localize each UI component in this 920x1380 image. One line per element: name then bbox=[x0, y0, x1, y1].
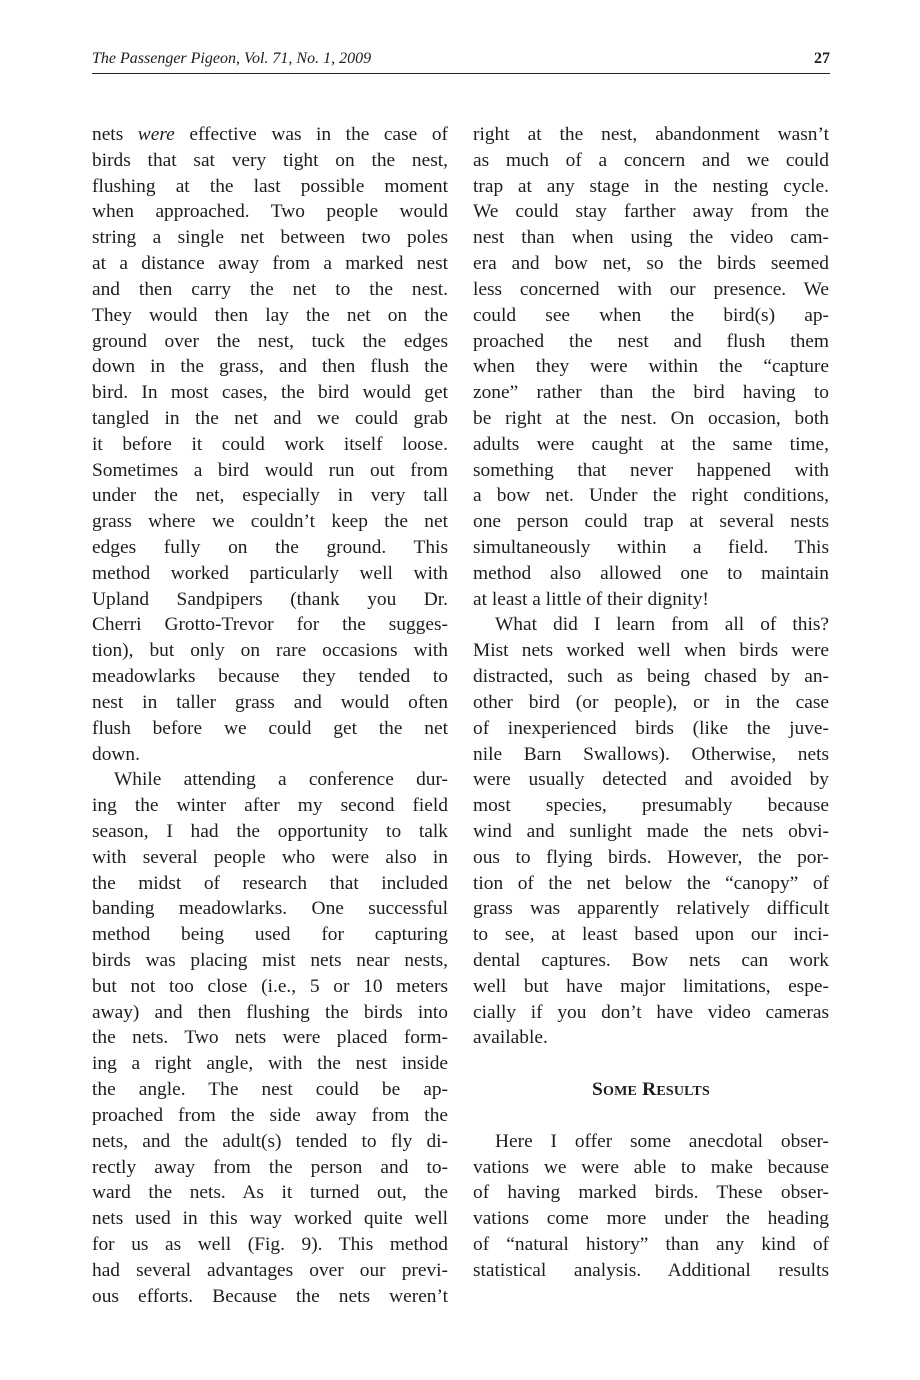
text-line: zone” rather than the bird having to bbox=[473, 382, 829, 404]
text-line: could see when the bird(s) ap- bbox=[473, 304, 829, 326]
text-line: were usually detected and avoided by bbox=[473, 769, 829, 791]
journal-title: The Passenger Pigeon, Vol. 71, No. 1, 2009 bbox=[92, 50, 372, 67]
text-line: adults were caught at the same time, bbox=[473, 433, 829, 455]
right-column bbox=[473, 122, 829, 1284]
text-line: What did I learn from all of this? bbox=[495, 614, 829, 636]
text-line: edges fully on the ground. This bbox=[92, 537, 448, 558]
text-line: ground over the nest, tuck the edges bbox=[92, 330, 448, 352]
text-line: at a distance away from a marked nest bbox=[92, 253, 448, 275]
text-line: the angle. The nest could be ap- bbox=[92, 1079, 448, 1101]
text-line: but not too close (i.e., 5 or 10 meters bbox=[92, 975, 448, 997]
text-line: be right at the nest. On occasion, both bbox=[473, 407, 829, 429]
text-line: the midst of research that included bbox=[92, 872, 448, 894]
text-line: well but have major limitations, espe- bbox=[473, 975, 829, 997]
text-line: They would then lay the net on the bbox=[92, 304, 448, 326]
text-line: era and bow net, so the birds seemed bbox=[473, 253, 829, 275]
paragraph bbox=[92, 767, 448, 1309]
text-line: trap at any stage in the nesting cycle. bbox=[473, 175, 829, 197]
text-line: the nets. Two nets were placed form- bbox=[92, 1027, 448, 1049]
text-line: under the net, especially in very tall bbox=[92, 485, 448, 507]
text-line: simultaneously within a field. This bbox=[473, 537, 829, 558]
text-line: tion), but only on rare occasions with bbox=[92, 640, 448, 662]
paragraph bbox=[473, 1129, 829, 1284]
text-line: with several people who were also in bbox=[92, 846, 448, 868]
text-line: nest than when using the video cam- bbox=[473, 227, 829, 249]
text-line: bird. In most cases, the bird would get bbox=[92, 382, 448, 404]
text-line: proached the nest and flush them bbox=[473, 330, 829, 352]
left-column bbox=[92, 122, 448, 1309]
text-line: to see, at least based upon our inci- bbox=[473, 924, 829, 946]
text-line: other bird (or people), or in the case bbox=[473, 691, 829, 713]
text-line: ous to flying birds. However, the por- bbox=[473, 846, 829, 868]
text-line: string a single net between two poles bbox=[92, 227, 448, 249]
text-line: right at the nest, abandonment wasn’t bbox=[473, 124, 829, 145]
text-line: ous efforts. Because the nets weren’t bbox=[92, 1285, 448, 1307]
text-line: one person could trap at several nests bbox=[473, 511, 829, 533]
text-line: nets were effective was in the case of bbox=[92, 124, 448, 145]
text-run: effective was in the case of bbox=[174, 124, 448, 145]
text-line: nets, and the adult(s) tended to fly di- bbox=[92, 1130, 448, 1152]
paragraph bbox=[473, 612, 829, 1051]
text-line: ward the nets. As it turned out, the bbox=[92, 1182, 448, 1204]
text-line: available. bbox=[473, 1027, 548, 1049]
text-line: as much of a concern and we could bbox=[473, 149, 829, 171]
text-line: wind and sunlight made the nets obvi- bbox=[473, 820, 829, 842]
text-line: Cherri Grotto-Trevor for the sugges- bbox=[92, 614, 448, 636]
text-line: flushing at the last possible moment bbox=[92, 175, 448, 197]
text-line: down in the grass, and then flush the bbox=[92, 356, 448, 378]
spacer bbox=[473, 1051, 829, 1077]
text-line: method also allowed one to maintain bbox=[473, 562, 829, 584]
text-line: when they were within the “capture bbox=[473, 356, 829, 378]
text-line: grass was apparently relatively difficult bbox=[473, 898, 829, 920]
text-line: away) and then flushing the birds into bbox=[92, 1001, 448, 1023]
text-line: cially if you don’t have video cameras bbox=[473, 1001, 829, 1023]
text-line: of “natural history” than any kind of bbox=[473, 1233, 829, 1255]
text-line: method being used for capturing bbox=[92, 924, 448, 946]
section-heading: Some Results bbox=[592, 1079, 710, 1101]
text-line: at least a little of their dignity! bbox=[473, 588, 709, 610]
text-line: flush before we could get the net bbox=[92, 717, 448, 739]
text-line: ing the winter after my second field bbox=[92, 795, 448, 817]
text-line: of inexperienced birds (like the juve- bbox=[473, 717, 829, 739]
text-line: method worked particularly well with bbox=[92, 562, 448, 584]
running-head bbox=[92, 50, 830, 72]
text-line: when approached. Two people would bbox=[92, 201, 448, 223]
text-line: Sometimes a bird would run out from bbox=[92, 459, 448, 481]
text-line: ing a right angle, with the nest inside bbox=[92, 1053, 448, 1075]
text-line: We could stay farther away from the bbox=[473, 201, 829, 223]
text-line: had several advantages over our previ- bbox=[92, 1259, 448, 1281]
spacer bbox=[473, 1103, 829, 1129]
paragraph bbox=[473, 122, 829, 612]
text-line: down. bbox=[92, 743, 140, 765]
text-line: rectly away from the person and to- bbox=[92, 1156, 448, 1178]
text-line: birds that sat very tight on the nest, bbox=[92, 149, 448, 171]
text-line: nest in taller grass and would often bbox=[92, 691, 448, 713]
text-line: Here I offer some anecdotal obser- bbox=[495, 1130, 829, 1152]
text-line: season, I had the opportunity to talk bbox=[92, 820, 448, 842]
text-line: proached from the side away from the bbox=[92, 1104, 448, 1126]
text-line: Upland Sandpipers (thank you Dr. bbox=[92, 588, 448, 610]
text-line: vations we were able to make because bbox=[473, 1156, 829, 1178]
emphasis-word: were bbox=[137, 124, 175, 145]
text-line: of having marked birds. These obser- bbox=[473, 1182, 829, 1204]
text-line: most species, presumably because bbox=[473, 795, 829, 817]
text-line: vations come more under the heading bbox=[473, 1208, 829, 1230]
text-line: meadowlarks because they tended to bbox=[92, 666, 448, 688]
text-line: something that never happened with bbox=[473, 459, 829, 481]
text-line: a bow net. Under the right conditions, bbox=[473, 485, 829, 507]
text-line: dental captures. Bow nets can work bbox=[473, 950, 829, 971]
text-line: nile Barn Swallows). Otherwise, nets bbox=[473, 743, 829, 765]
text-line: tion of the net below the “canopy” of bbox=[473, 872, 829, 894]
text-line: less concerned with our presence. We bbox=[473, 278, 829, 300]
text-line: While attending a conference dur- bbox=[114, 769, 448, 791]
text-line: for us as well (Fig. 9). This method bbox=[92, 1233, 448, 1255]
text-line: it before it could work itself loose. bbox=[92, 433, 448, 455]
text-line: Mist nets worked well when birds were bbox=[473, 640, 829, 662]
header-rule bbox=[92, 73, 830, 74]
text-line: birds was placing mist nets near nests, bbox=[92, 950, 448, 971]
text-line: statistical analysis. Additional results bbox=[473, 1259, 829, 1281]
text-line: and then carry the net to the nest. bbox=[92, 278, 448, 300]
paragraph bbox=[92, 122, 448, 767]
text-line: grass where we couldn’t keep the net bbox=[92, 511, 448, 533]
text-line: nets used in this way worked quite well bbox=[92, 1208, 448, 1230]
text-line: banding meadowlarks. One successful bbox=[92, 898, 448, 920]
text-line: distracted, such as being chased by an- bbox=[473, 666, 829, 688]
page-number: 27 bbox=[814, 50, 830, 67]
text-line: tangled in the net and we could grab bbox=[92, 407, 448, 429]
